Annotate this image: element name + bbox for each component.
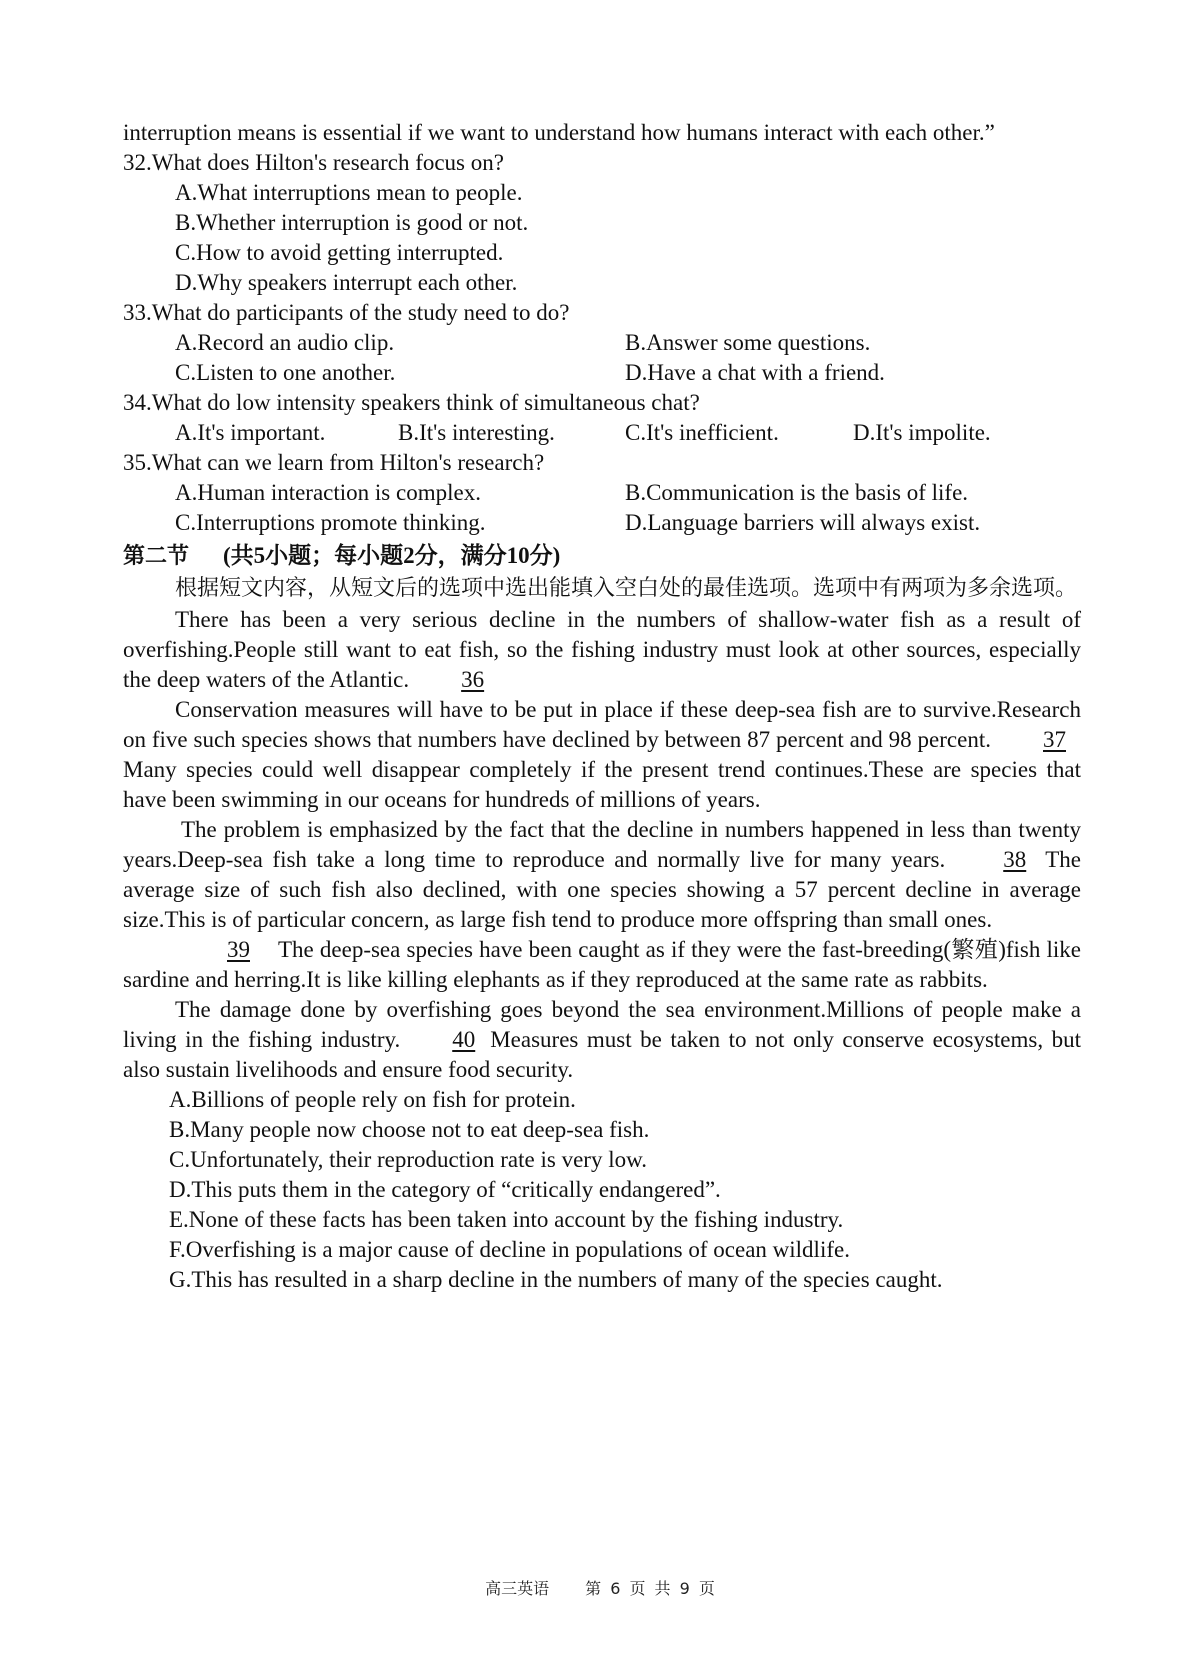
- choice-c: C.Unfortunately, their reproduction rate is very low.: [169, 1147, 647, 1172]
- option-a: A.What interruptions mean to people.: [175, 180, 523, 205]
- section-heading: [123, 540, 1081, 573]
- options-row: [123, 478, 1081, 508]
- question-stem: 35.What can we learn from Hilton's research?: [123, 450, 545, 475]
- option-c: C.Interruptions promote thinking.: [175, 510, 486, 535]
- question-35: [123, 448, 1081, 538]
- paragraph-text: There has been a very serious decline in the numbers of shallow-water fish as a result of overfishing.People still want to eat fish, so the fishing industry must look at other sources, especially the deep waters of the Atlantic.: [123, 607, 1081, 692]
- section-instruction: 根据短文内容，从短文后的选项中选出能填入空白处的最佳选项。选项中有两项为多余选项。: [175, 576, 1078, 601]
- paragraph-3: [123, 815, 1081, 935]
- question-stem: 32.What does Hilton's research focus on?: [123, 150, 504, 175]
- passage-continuation: interruption means is essential if we want to understand how humans interact with each other.”: [123, 120, 995, 145]
- section-title: 第二节: [123, 544, 190, 569]
- paragraph-1: [123, 605, 1081, 695]
- option-a: A.It's important.: [175, 420, 326, 445]
- question-34: [123, 388, 1081, 448]
- question-stem: 34.What do low intensity speakers think of simultaneous chat?: [123, 390, 700, 415]
- page-content: [123, 118, 1081, 1295]
- footer-page-number: 第 6 页 共 9 页: [585, 1579, 715, 1598]
- option-a: A.Human interaction is complex.: [175, 480, 481, 505]
- paragraph-text: The average size of such fish also declined, with one species showing a 57 percent decline in average size.This is of particular concern, as large fish tend to produce more offspring than small ones.: [123, 847, 1081, 932]
- choice-d: D.This puts them in the category of “critically endangered”.: [169, 1177, 721, 1202]
- blank-36: 36: [461, 667, 485, 692]
- option-b: B.Answer some questions.: [625, 330, 871, 355]
- choice-b: B.Many people now choose not to eat deep-sea fish.: [169, 1117, 650, 1142]
- option-d: D.It's impolite.: [853, 420, 991, 445]
- option-c: C.It's inefficient.: [625, 420, 779, 445]
- page-footer: [0, 1576, 1200, 1599]
- paragraph-text: Conservation measures will have to be put in place if these deep-sea fish are to survive.Research on five such species shows that numbers have declined by between 87 percent and 98 percent.: [123, 697, 1081, 752]
- paragraph-2: [123, 695, 1081, 815]
- blank-38: 38: [1003, 847, 1027, 872]
- options-row: [123, 328, 1081, 358]
- options-row: [123, 358, 1081, 388]
- choice-g: G.This has resulted in a sharp decline in the numbers of many of the species caught.: [169, 1267, 943, 1292]
- option-d: D.Language barriers will always exist.: [625, 510, 981, 535]
- choice-e: E.None of these facts has been taken into account by the fishing industry.: [169, 1207, 844, 1232]
- option-d: D.Why speakers interrupt each other.: [175, 270, 518, 295]
- option-c: C.Listen to one another.: [175, 360, 396, 385]
- blank-37: 37: [1043, 727, 1066, 752]
- option-b: B.Whether interruption is good or not.: [175, 210, 529, 235]
- options-row: [123, 508, 1081, 538]
- paragraph-text: Measures must be taken to not only conserve ecosystems, but also sustain livelihoods and ensure food security.: [123, 1027, 1081, 1082]
- paragraph-5: [123, 995, 1081, 1085]
- paragraph-text: The deep-sea species have been caught as if they were the fast-breeding(繁殖)fish like sardine and herring.It is like killing elephants as if they reproduced at the same rate as rabbits.: [123, 937, 1081, 992]
- blank-39: 39: [227, 937, 250, 962]
- paragraph-text: Many species could well disappear completely if the present trend continues.These are species that have been swimming in our oceans for hundreds of millions of years.: [123, 757, 1081, 812]
- section-scoring: (共5小题；每小题2分，满分10分): [223, 543, 561, 568]
- option-c: C.How to avoid getting interrupted.: [175, 240, 504, 265]
- footer-subject: 高三英语: [485, 1579, 550, 1598]
- question-stem: 33.What do participants of the study need to do?: [123, 300, 570, 325]
- choice-f: F.Overfishing is a major cause of decline in populations of ocean wildlife.: [169, 1237, 850, 1262]
- answer-options: [123, 1085, 1081, 1295]
- option-b: B.It's interesting.: [398, 420, 555, 445]
- question-32: [123, 148, 1081, 298]
- paragraph-text: The damage done by overfishing goes beyond the sea environment.Millions of people make a living in the fishing industry.: [123, 997, 1081, 1052]
- choice-a: A.Billions of people rely on fish for protein.: [169, 1087, 576, 1112]
- option-a: A.Record an audio clip.: [175, 330, 395, 355]
- question-33: [123, 298, 1081, 388]
- paragraph-text: The problem is emphasized by the fact that the decline in numbers happened in less than twenty years.Deep-sea fish take a long time to reproduce and normally live for many years.: [123, 817, 1081, 872]
- options-row: [123, 418, 1081, 448]
- blank-40: 40: [452, 1027, 476, 1052]
- option-b: B.Communication is the basis of life.: [625, 480, 969, 505]
- paragraph-4: [123, 935, 1081, 995]
- option-d: D.Have a chat with a friend.: [625, 360, 885, 385]
